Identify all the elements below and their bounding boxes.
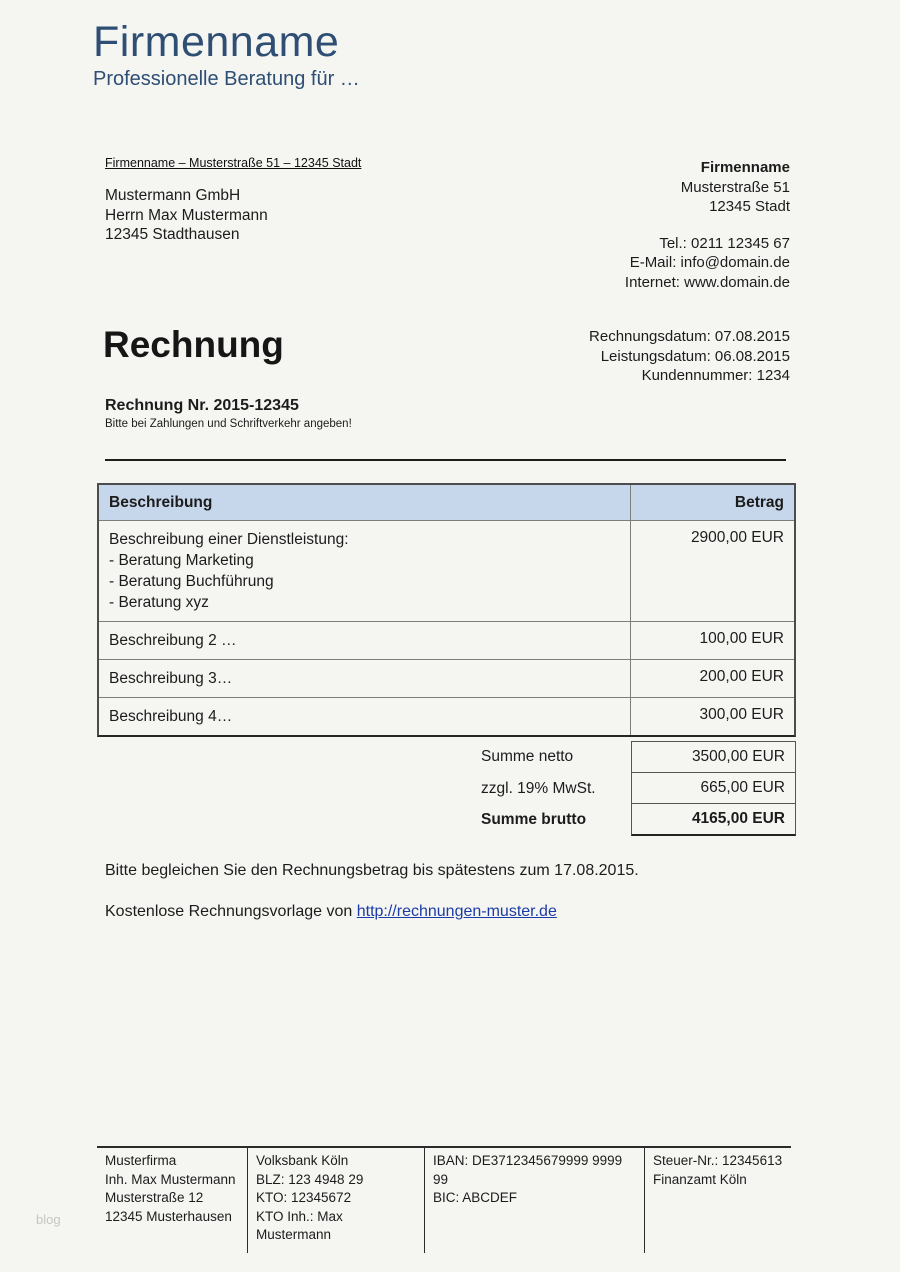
footer-company-column <box>97 1148 248 1253</box>
company-phone: Tel.: 0211 12345 67 <box>659 234 790 252</box>
item-amount: 100,00 EUR <box>699 630 784 647</box>
footer-line: Volksbank Köln <box>256 1153 349 1168</box>
item-description-line: - Beratung xyz <box>109 594 209 611</box>
company-name: Firmenname <box>700 159 790 176</box>
item-description: Beschreibung 3… <box>99 660 631 697</box>
invoice-title: Rechnung <box>103 324 284 365</box>
total-vat-label: zzgl. 19% MwSt. <box>481 779 596 797</box>
total-gross-label: Summe brutto <box>481 811 587 828</box>
total-net-value: 3500,00 EUR <box>631 741 796 773</box>
total-gross-row <box>97 804 796 836</box>
footer-line: Inh. Max Mustermann <box>105 1171 236 1187</box>
footer-line: 12345 Musterhausen <box>105 1208 232 1224</box>
total-vat-value: 665,00 EUR <box>631 773 796 804</box>
invoice-meta-block <box>589 327 790 386</box>
company-info-block <box>625 158 790 292</box>
total-net-row <box>97 741 796 773</box>
company-contact-block <box>625 234 790 293</box>
table-header-row <box>99 485 794 520</box>
template-link[interactable]: http://rechnungen-muster.de <box>356 903 557 920</box>
footer-tax-column <box>645 1148 791 1253</box>
invoice-date: Rechnungsdatum: 07.08.2015 <box>589 328 790 345</box>
recipient-address-block <box>105 186 268 245</box>
template-credit-prefix: Kostenlose Rechnungsvorlage von <box>105 903 357 920</box>
horizontal-divider <box>105 459 786 461</box>
company-email: E-Mail: info@domain.de <box>629 254 790 271</box>
recipient-line: 12345 Stadthausen <box>105 226 240 243</box>
footer-iban-column <box>425 1148 645 1253</box>
blog-watermark: blog <box>36 1212 61 1227</box>
company-address-line: Musterstraße 51 <box>680 178 790 196</box>
column-header-amount: Betrag <box>734 494 784 511</box>
company-tagline: Professionelle Beratung für … <box>93 68 360 91</box>
service-date: Leistungsdatum: 06.08.2015 <box>600 347 790 365</box>
footer <box>97 1148 791 1253</box>
total-net-label: Summe netto <box>481 748 574 765</box>
table-row <box>99 659 794 697</box>
footer-line: Musterfirma <box>105 1153 177 1168</box>
column-header-description: Beschreibung <box>99 485 631 520</box>
footer-line: IBAN: DE3712345679999 9999 99 <box>433 1153 623 1187</box>
invoice-number-note: Bitte bei Zahlungen und Schriftverkehr angeben! <box>105 418 352 430</box>
payment-due-note: Bitte begleichen Sie den Rechnungsbetrag bis spätestens zum 17.08.2015. <box>105 862 639 879</box>
footer-line: BLZ: 123 4948 29 <box>256 1171 364 1187</box>
total-vat-row <box>97 773 796 804</box>
item-description: Beschreibung 4… <box>99 698 631 735</box>
item-amount: 2900,00 EUR <box>690 529 784 546</box>
recipient-line: Mustermann GmbH <box>105 187 241 204</box>
total-gross-value: 4165,00 EUR <box>631 804 796 836</box>
footer-line: KTO Inh.: Max Mustermann <box>256 1208 343 1242</box>
footer-line: Finanzamt Köln <box>653 1171 747 1187</box>
company-logo-text: Firmenname <box>93 18 340 66</box>
table-row <box>99 621 794 659</box>
footer-bank-column <box>248 1148 425 1253</box>
invoice-number: Rechnung Nr. 2015-12345 <box>105 397 299 414</box>
footer-line: BIC: ABCDEF <box>433 1190 518 1205</box>
table-row <box>99 697 794 735</box>
item-description: Beschreibung 2 … <box>99 622 631 659</box>
company-address-line: 12345 Stadt <box>709 198 790 215</box>
totals-section <box>97 741 796 836</box>
sender-return-address: Firmenname – Musterstraße 51 – 12345 Stadt <box>105 156 362 170</box>
template-credit-note <box>105 903 557 921</box>
item-description <box>99 521 631 621</box>
footer-line: KTO: 12345672 <box>256 1190 352 1205</box>
company-website: Internet: www.domain.de <box>624 273 790 291</box>
footer-line: Musterstraße 12 <box>105 1190 204 1205</box>
line-items-table <box>97 483 796 737</box>
recipient-line: Herrn Max Mustermann <box>105 206 268 224</box>
footer-line: Steuer-Nr.: 12345613 <box>653 1153 783 1168</box>
item-description-line: - Beratung Buchführung <box>109 573 274 590</box>
item-description-line: - Beratung Marketing <box>109 552 254 569</box>
customer-number: Kundennummer: 1234 <box>641 367 790 384</box>
brand-header <box>93 18 360 91</box>
table-row <box>99 520 794 621</box>
item-description-line: Beschreibung einer Dienstleistung: <box>109 531 349 548</box>
item-amount: 300,00 EUR <box>699 706 784 723</box>
item-amount: 200,00 EUR <box>699 668 784 685</box>
